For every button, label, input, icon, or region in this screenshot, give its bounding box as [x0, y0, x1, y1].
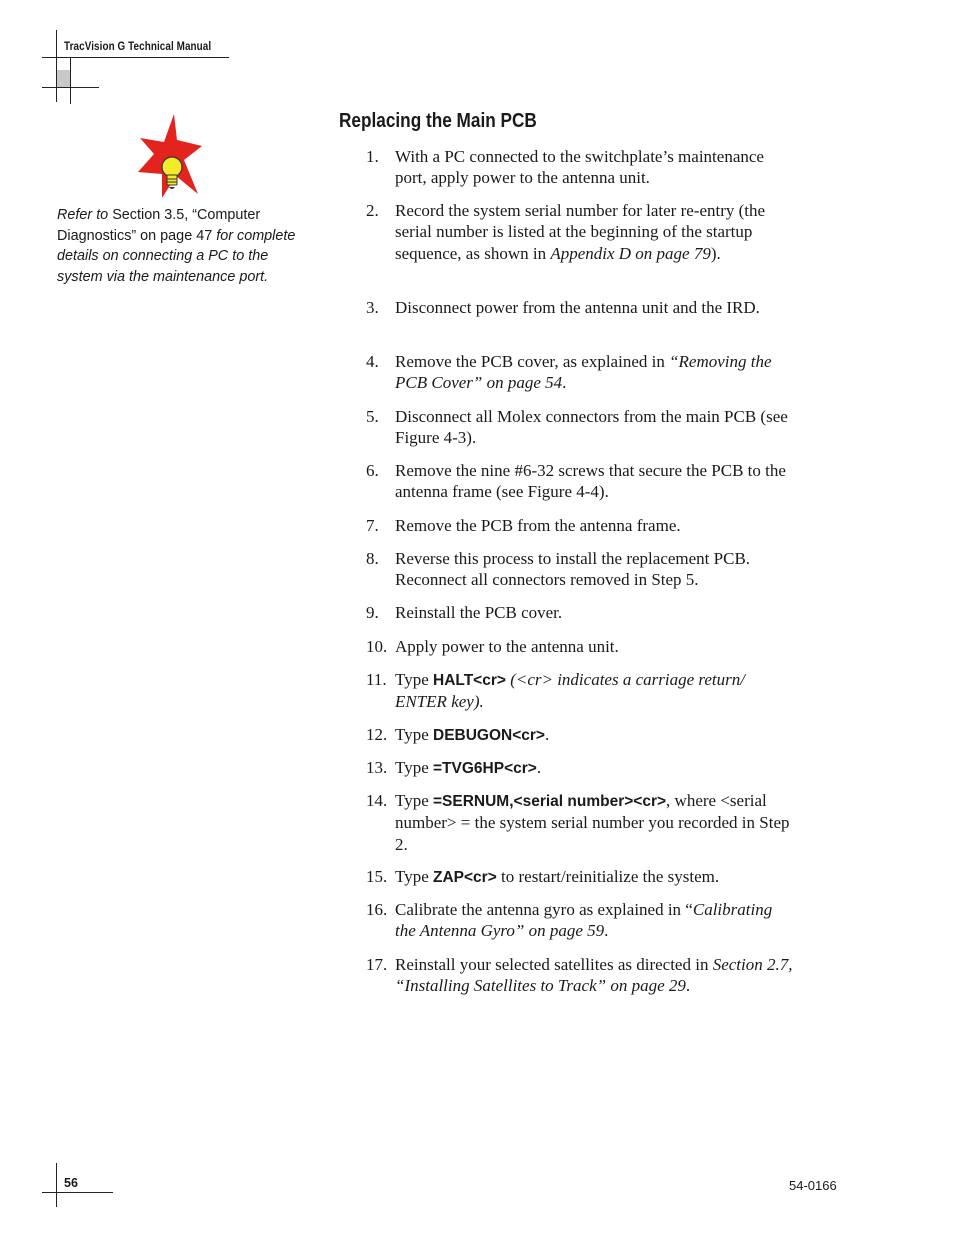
- step-text-run: Type: [395, 758, 433, 777]
- procedure-step: [366, 406, 796, 449]
- step-text: [395, 297, 796, 318]
- step-text: [395, 146, 796, 189]
- step-text-run: Apply power to the antenna unit.: [395, 637, 619, 656]
- step-number: 7.: [366, 516, 379, 535]
- step-text-run: Remove the PCB cover, as explained in: [395, 352, 670, 371]
- crop-mark-horizontal-top-lower: [42, 87, 99, 88]
- procedure-step: [366, 351, 796, 394]
- section-title: Replacing the Main PCB: [339, 110, 537, 132]
- side-note-text: Refer to: [57, 207, 113, 223]
- step-number: 15.: [366, 867, 388, 886]
- side-note-text: for complete details on connecting a PC to the system via the maintenance port.: [57, 227, 296, 285]
- procedure-step: [366, 515, 796, 536]
- side-note-text: Section 3.5, “Computer Diagnostics” on page 47: [57, 207, 261, 244]
- step-text-run: Type: [395, 867, 433, 886]
- step-number: 10.: [366, 637, 388, 656]
- procedure-step: [366, 954, 796, 997]
- step-number: 13.: [366, 758, 388, 777]
- procedure-step: [366, 899, 796, 942]
- procedure-step: [366, 636, 796, 657]
- step-text-run: Disconnect power from the antenna unit and the IRD.: [395, 298, 760, 317]
- step-text: [395, 406, 796, 449]
- crop-mark-horizontal-bottom: [42, 1192, 113, 1193]
- step-text-run: ).: [710, 243, 721, 263]
- step-text: [395, 757, 796, 779]
- command-text: =SERNUM,<serial number><cr>: [433, 793, 667, 810]
- step-text: [395, 724, 796, 746]
- step-text: [395, 636, 796, 657]
- step-text-run: .: [604, 921, 609, 941]
- step-number: 3.: [366, 298, 379, 317]
- running-header: TracVision G Technical Manual: [64, 41, 212, 53]
- step-text-run: Appendix D on page 79: [550, 243, 711, 263]
- procedure-step: [366, 757, 796, 779]
- step-text-run: Section 2.7, “Installing Satellites to Track” on page 29: [395, 955, 793, 996]
- step-text-run: “Removing the PCB Cover” on page 54: [395, 352, 772, 393]
- procedure-step: [366, 146, 796, 189]
- step-text: [395, 351, 796, 394]
- procedure-step: [366, 602, 796, 623]
- step-text-run: (<cr> indicates a carriage return/ ENTER key).: [395, 670, 745, 712]
- step-number: 1.: [366, 147, 379, 166]
- command-text: =TVG6HP<cr>: [433, 760, 537, 777]
- step-number: 17.: [366, 955, 388, 974]
- procedure-step: [366, 460, 796, 503]
- side-note: [57, 205, 297, 287]
- step-text: [395, 602, 796, 623]
- procedure-step: [366, 200, 796, 264]
- procedure-step: [366, 724, 796, 746]
- page-number: 56: [64, 1176, 78, 1190]
- step-text-run: , where <serial number> = the system serial number you recorded in Step 2.: [395, 791, 790, 854]
- step-text: [395, 669, 796, 713]
- step-text-run: Record the system serial number for later re-entry (the serial number is listed at the beginning of the startup sequence, as shown in: [395, 201, 766, 263]
- procedure-step: [366, 297, 796, 318]
- step-number: 14.: [366, 791, 388, 810]
- step-text: [395, 790, 796, 855]
- step-number: 9.: [366, 603, 379, 622]
- crop-mark-vertical-bottom: [56, 1163, 57, 1207]
- step-text-run: With a PC connected to the switchplate’s maintenance port, apply power to the antenna unit.: [395, 147, 764, 188]
- step-text-run: .: [536, 758, 542, 777]
- command-text: ZAP<cr>: [433, 869, 497, 886]
- procedure-step: [366, 548, 796, 591]
- step-text-run: .: [544, 725, 550, 744]
- step-text-run: Reinstall your selected satellites as directed in: [395, 955, 713, 974]
- step-number: 12.: [366, 725, 388, 744]
- step-number: 6.: [366, 461, 379, 480]
- step-number: 8.: [366, 549, 379, 568]
- step-text-run: Type: [395, 791, 433, 810]
- step-text-run: .: [685, 976, 691, 996]
- procedure-step: [366, 866, 796, 888]
- step-number: 4.: [366, 352, 379, 371]
- step-number: 5.: [366, 407, 379, 426]
- step-text-run: to restart/reinitialize the system.: [496, 867, 720, 886]
- step-text-run: Remove the nine #6-32 screws that secure the PCB to the antenna frame (see Figure 4-4).: [395, 461, 786, 502]
- step-number: 16.: [366, 900, 388, 919]
- step-text: [395, 515, 796, 536]
- lightbulb-alert-icon: [136, 114, 204, 200]
- step-text: [395, 548, 796, 591]
- crop-mark-vertical-top-right: [70, 58, 71, 104]
- command-text: HALT<cr>: [433, 672, 506, 689]
- crop-mark-horizontal-top: [42, 57, 229, 58]
- step-text: [395, 899, 796, 942]
- step-text-run: Calibrate the antenna gyro as explained in “: [395, 900, 693, 919]
- step-text-run: Reverse this process to install the replacement PCB. Reconnect all connectors removed in Step 5.: [395, 549, 751, 590]
- registration-square: [57, 70, 70, 87]
- step-text-run: Type: [395, 670, 433, 689]
- step-text: [395, 200, 796, 264]
- step-text-run: Calibrating the Antenna Gyro” on page 59: [395, 900, 773, 941]
- command-text: DEBUGON<cr>: [433, 727, 545, 744]
- step-text-run: Reinstall the PCB cover.: [395, 603, 563, 622]
- procedure-step: [366, 669, 796, 713]
- step-text: [395, 460, 796, 503]
- crop-mark-vertical-top: [56, 30, 57, 102]
- procedure-step: [366, 790, 796, 855]
- step-text: [395, 954, 796, 997]
- step-text: [395, 866, 796, 888]
- step-number: 11.: [366, 670, 387, 689]
- step-text-run: Type: [395, 725, 433, 744]
- step-text-run: Remove the PCB from the antenna frame.: [395, 516, 681, 535]
- step-text-run: Disconnect all Molex connectors from the main PCB (see Figure 4-3).: [395, 407, 788, 448]
- document-number: 54-0166: [789, 1178, 837, 1193]
- step-number: 2.: [366, 201, 379, 220]
- step-text-run: .: [562, 373, 567, 393]
